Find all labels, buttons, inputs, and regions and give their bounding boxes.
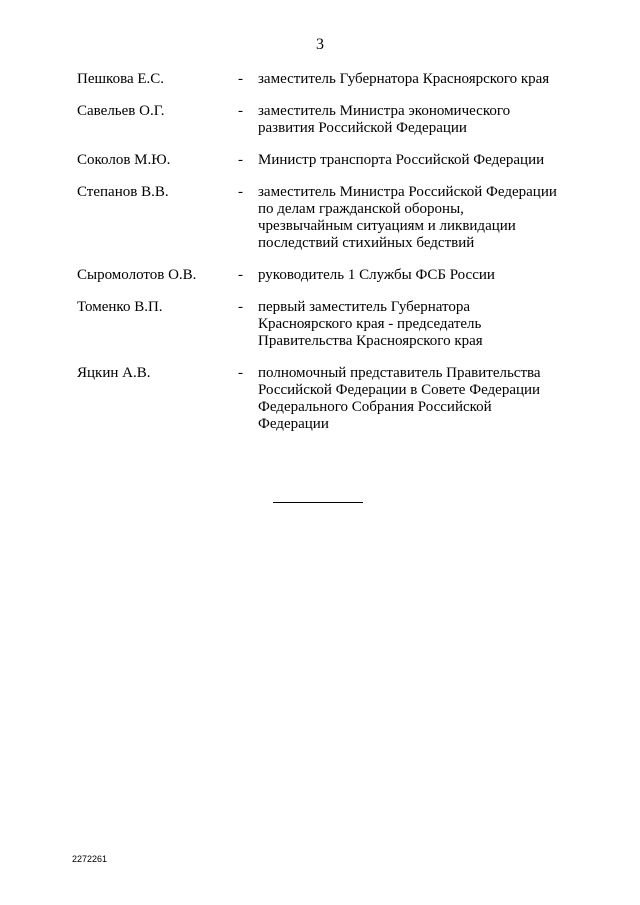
member-row (0, 71, 640, 88)
member-role: полномочный представитель Правительства Российской Федерации в Совете Федерации Федерального Собрания Российской Федерации (258, 365, 541, 432)
member-name: Томенко В.П. (77, 299, 163, 315)
member-row (0, 267, 640, 284)
member-name: Соколов М.Ю. (77, 152, 171, 168)
member-dash: - (238, 71, 243, 87)
member-dash: - (238, 103, 243, 119)
member-name: Савельев О.Г. (77, 103, 165, 119)
document-code: 2272261 (72, 854, 108, 864)
member-name: Пешкова Е.С. (77, 71, 165, 87)
member-list (0, 71, 640, 448)
member-name: Сыромолотов О.В. (77, 267, 197, 283)
member-name: Яцкин А.В. (77, 365, 151, 381)
member-role: заместитель Министра экономического развития Российской Федерации (258, 103, 511, 136)
member-row (0, 184, 640, 252)
member-row (0, 299, 640, 350)
member-dash: - (238, 299, 243, 315)
member-row (0, 365, 640, 433)
end-separator-line (273, 502, 363, 503)
member-role: заместитель Министра Российской Федерации по делам гражданской обороны, чрезвычайным ситуациям и ликвидации последствий стихийных бедствий (258, 184, 557, 251)
member-role: первый заместитель Губернатора Красноярского края - председатель Правительства Красноярского края (258, 299, 483, 349)
member-dash: - (238, 152, 243, 168)
member-role: руководитель 1 Службы ФСБ России (258, 267, 495, 283)
member-dash: - (238, 267, 243, 283)
member-name: Степанов В.В. (77, 184, 169, 200)
member-row (0, 152, 640, 169)
member-role: Министр транспорта Российской Федерации (258, 152, 545, 168)
member-dash: - (238, 184, 243, 200)
member-dash: - (238, 365, 243, 381)
member-row (0, 103, 640, 137)
member-role: заместитель Губернатора Красноярского края (258, 71, 550, 87)
page-number: 3 (316, 36, 324, 53)
